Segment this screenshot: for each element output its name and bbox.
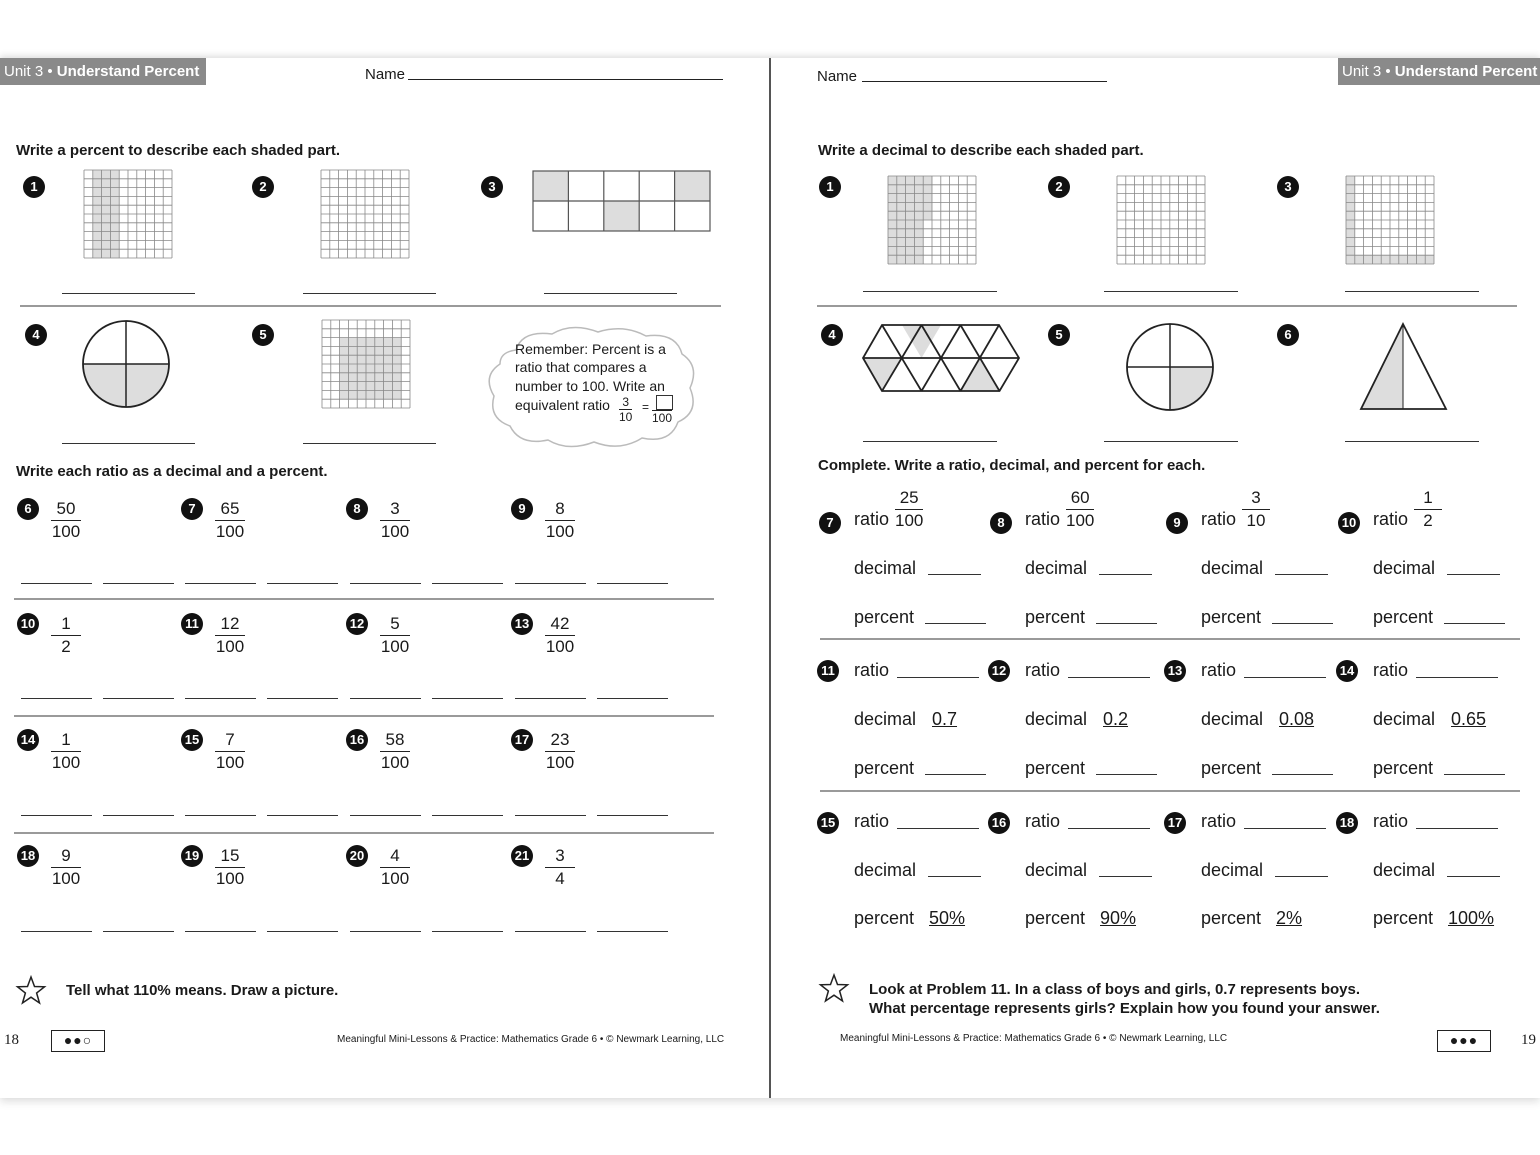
ratio-answer-line[interactable] xyxy=(1244,828,1326,829)
numerator: 1 xyxy=(51,729,81,752)
problem-number: 2 xyxy=(252,176,274,198)
numerator: 9 xyxy=(51,845,81,868)
hundred-grid-5 xyxy=(322,320,410,408)
denominator: 100 xyxy=(1066,511,1095,530)
answer-line[interactable] xyxy=(544,293,677,294)
right-heading-decimal: Write a decimal to describe each shaded part. xyxy=(818,142,1144,159)
denominator: 2 xyxy=(61,637,71,656)
percent-label: percent xyxy=(1373,758,1434,778)
ratio-label: ratio xyxy=(1373,811,1409,831)
ratio-fraction xyxy=(545,729,575,774)
percent-answer-line[interactable] xyxy=(597,931,668,932)
numerator: 3 xyxy=(545,845,575,868)
percent-label: percent xyxy=(1025,607,1086,627)
right-name-field[interactable] xyxy=(862,81,1107,82)
decimal-answer-line[interactable] xyxy=(1099,574,1152,575)
reminder-equals: = xyxy=(642,400,650,414)
decimal-answer-line[interactable] xyxy=(350,931,421,932)
percent-answer-line[interactable] xyxy=(103,931,174,932)
numerator: 5 xyxy=(380,613,410,636)
unit-title: Understand Percent xyxy=(56,63,200,80)
percent-answer-line[interactable] xyxy=(267,698,338,699)
numerator: 1 xyxy=(51,613,81,636)
percent-label: percent xyxy=(1201,908,1262,928)
denominator: 100 xyxy=(895,511,924,530)
section-divider xyxy=(14,598,714,600)
ratio-label: ratio xyxy=(1373,660,1409,680)
problem-number: 8 xyxy=(990,512,1012,534)
decimal-answer-line[interactable] xyxy=(1275,876,1328,877)
problem-number: 17 xyxy=(511,729,533,751)
ratio-answer-line[interactable] xyxy=(897,828,979,829)
percent-answer-line[interactable] xyxy=(1444,623,1505,624)
ratio-fraction xyxy=(51,729,81,774)
problem-number: 11 xyxy=(181,613,203,635)
unit-prefix: Unit 3 • xyxy=(4,63,57,80)
answer-line[interactable] xyxy=(1345,291,1479,292)
numerator: 4 xyxy=(380,845,410,868)
problem-number: 15 xyxy=(817,812,839,834)
percent-answer-line[interactable] xyxy=(925,774,986,775)
left-name-label: Name xyxy=(365,66,406,83)
decimal-label: decimal xyxy=(1373,860,1436,880)
denominator: 100 xyxy=(51,869,81,888)
problem-number: 5 xyxy=(1048,324,1070,346)
unit-prefix: Unit 3 • xyxy=(1342,63,1395,80)
problem-number: 19 xyxy=(181,845,203,867)
right-name-label: Name xyxy=(817,68,858,85)
problem-number: 10 xyxy=(1338,512,1360,534)
denominator: 100 xyxy=(51,522,81,541)
denominator: 100 xyxy=(215,522,245,541)
reminder-line: ratio that compares a xyxy=(515,359,647,375)
problem-number: 4 xyxy=(821,324,843,346)
decimal-answer-line[interactable] xyxy=(1099,876,1152,877)
ratio-label: ratio xyxy=(1373,509,1409,529)
numerator: 50 xyxy=(51,498,81,521)
ten-grid-rectangle xyxy=(533,171,710,231)
ratio-fraction xyxy=(51,613,81,658)
ratio-label: ratio xyxy=(1025,660,1061,680)
reminder-line: Remember: Percent is a xyxy=(515,341,666,357)
star-icon xyxy=(16,976,46,1004)
percent-answer-line[interactable] xyxy=(267,583,338,584)
problem-number: 18 xyxy=(17,845,39,867)
numerator: 23 xyxy=(545,729,575,752)
section-divider xyxy=(14,832,714,834)
decimal-answer-line[interactable] xyxy=(21,815,92,816)
percent-answer-line[interactable] xyxy=(267,815,338,816)
ratio-answer-line[interactable] xyxy=(897,677,979,678)
problem-number: 11 xyxy=(817,660,839,682)
ratio-fraction xyxy=(215,729,245,774)
percent-answer-line[interactable] xyxy=(925,623,986,624)
problem-number: 17 xyxy=(1164,812,1186,834)
left-star-question: Tell what 110% means. Draw a picture. xyxy=(66,982,339,999)
percent-answer-line[interactable] xyxy=(1444,774,1505,775)
hundred-grid-1 xyxy=(888,176,976,264)
left-level-indicator: ●●○ xyxy=(51,1030,105,1052)
percent-value: 2% xyxy=(1276,908,1303,928)
ratio-answer-line[interactable] xyxy=(1416,677,1498,678)
reminder-line: equivalent ratio xyxy=(515,397,610,413)
decimal-answer-line[interactable] xyxy=(515,583,586,584)
page-gutter xyxy=(769,58,771,1098)
answer-line[interactable] xyxy=(62,443,195,444)
answer-line[interactable] xyxy=(62,293,195,294)
ratio-label: ratio xyxy=(854,660,890,680)
percent-value: 50% xyxy=(929,908,966,928)
reminder-line: number to 100. Write an xyxy=(515,378,665,394)
denominator: 100 xyxy=(545,753,575,772)
ratio-fraction xyxy=(1066,487,1094,532)
denominator: 100 xyxy=(215,753,245,772)
split-triangle xyxy=(1360,323,1448,411)
percent-label: percent xyxy=(1373,908,1434,928)
answer-line[interactable] xyxy=(863,291,997,292)
ratio-label: ratio xyxy=(854,811,890,831)
right-star-question-line2: What percentage represents girls? Explain how you found your answer. xyxy=(869,1000,1380,1017)
decimal-answer-line[interactable] xyxy=(928,574,981,575)
decimal-answer-line[interactable] xyxy=(185,815,256,816)
percent-answer-line[interactable] xyxy=(103,583,174,584)
star-icon xyxy=(819,974,849,1002)
reminder-denominator: 100 xyxy=(652,411,673,425)
problem-number: 15 xyxy=(181,729,203,751)
problem-number: 1 xyxy=(23,176,45,198)
answer-line[interactable] xyxy=(1104,291,1238,292)
decimal-answer-line[interactable] xyxy=(21,583,92,584)
denominator: 100 xyxy=(380,522,410,541)
hundred-grid-2 xyxy=(1117,176,1205,264)
denominator: 100 xyxy=(51,753,81,772)
problem-number: 3 xyxy=(481,176,503,198)
percent-answer-line[interactable] xyxy=(267,931,338,932)
unit-title: Understand Percent xyxy=(1394,63,1538,80)
left-page-number: 18 xyxy=(4,1032,19,1048)
ratio-answer-line[interactable] xyxy=(1068,677,1150,678)
percent-answer-line[interactable] xyxy=(432,815,503,816)
decimal-label: decimal xyxy=(854,558,917,578)
decimal-answer-line[interactable] xyxy=(350,698,421,699)
problem-number: 12 xyxy=(988,660,1010,682)
decimal-label: decimal xyxy=(1201,558,1264,578)
section-divider xyxy=(817,305,1517,307)
numerator: 3 xyxy=(380,498,410,521)
decimal-label: decimal xyxy=(1201,709,1264,729)
decimal-answer-line[interactable] xyxy=(928,876,981,877)
denominator: 100 xyxy=(545,637,575,656)
answer-line[interactable] xyxy=(303,293,436,294)
ratio-fraction xyxy=(51,498,81,543)
percent-answer-line[interactable] xyxy=(1272,623,1333,624)
percent-answer-line[interactable] xyxy=(432,583,503,584)
left-heading-percent: Write a percent to describe each shaded part. xyxy=(16,142,340,159)
decimal-label: decimal xyxy=(1025,709,1088,729)
problem-number: 18 xyxy=(1336,812,1358,834)
numerator: 65 xyxy=(215,498,245,521)
problem-number: 20 xyxy=(346,845,368,867)
numerator: 25 xyxy=(895,487,923,510)
decimal-answer-line[interactable] xyxy=(1447,574,1500,575)
right-level-indicator: ●●● xyxy=(1437,1030,1491,1052)
section-divider xyxy=(14,715,714,717)
decimal-answer-line[interactable] xyxy=(21,931,92,932)
denominator: 100 xyxy=(215,869,245,888)
ratio-fraction xyxy=(215,498,245,543)
numerator: 12 xyxy=(215,613,245,636)
denominator: 2 xyxy=(1423,511,1433,530)
decimal-answer-line[interactable] xyxy=(21,698,92,699)
denominator: 100 xyxy=(215,637,245,656)
problem-number: 9 xyxy=(511,498,533,520)
numerator: 8 xyxy=(545,498,575,521)
reminder-fraction: $\frac{3}{10}$ xyxy=(619,395,633,424)
ratio-fraction xyxy=(380,729,410,774)
triangle-hexagon xyxy=(863,325,1019,391)
ratio-fraction xyxy=(895,487,923,532)
ratio-fraction xyxy=(380,845,410,890)
decimal-answer-line[interactable] xyxy=(185,698,256,699)
decimal-value: 0.7 xyxy=(932,709,958,729)
ratio-answer-line[interactable] xyxy=(1416,828,1498,829)
percent-label: percent xyxy=(854,908,915,928)
decimal-label: decimal xyxy=(854,709,917,729)
answer-line[interactable] xyxy=(1345,441,1479,442)
decimal-answer-line[interactable] xyxy=(185,583,256,584)
percent-label: percent xyxy=(1373,607,1434,627)
percent-label: percent xyxy=(1201,758,1262,778)
ratio-fraction xyxy=(215,613,245,658)
decimal-answer-line[interactable] xyxy=(515,931,586,932)
right-page-number: 19 xyxy=(1521,1032,1536,1048)
decimal-answer-line[interactable] xyxy=(350,815,421,816)
percent-answer-line[interactable] xyxy=(597,815,668,816)
problem-number: 3 xyxy=(1277,176,1299,198)
decimal-label: decimal xyxy=(1373,709,1436,729)
decimal-value: 0.2 xyxy=(1103,709,1129,729)
percent-answer-line[interactable] xyxy=(103,698,174,699)
percent-answer-line[interactable] xyxy=(103,815,174,816)
numerator: 3 xyxy=(1242,487,1270,510)
problem-number: 13 xyxy=(511,613,533,635)
problem-number: 10 xyxy=(17,613,39,635)
decimal-value: 0.08 xyxy=(1279,709,1315,729)
ratio-fraction xyxy=(1414,487,1442,532)
percent-answer-line[interactable] xyxy=(1096,623,1157,624)
denominator: 100 xyxy=(380,753,410,772)
denominator: 100 xyxy=(380,637,410,656)
ratio-fraction xyxy=(51,845,81,890)
denominator: 4 xyxy=(555,869,565,888)
left-footer: Meaningful Mini-Lessons & Practice: Mathematics Grade 6 • © Newmark Learning, LLC xyxy=(337,1034,725,1045)
decimal-label: decimal xyxy=(1201,860,1264,880)
reminder-blank-box xyxy=(656,395,673,410)
percent-answer-line[interactable] xyxy=(1272,774,1333,775)
answer-line[interactable] xyxy=(1104,441,1238,442)
percent-answer-line[interactable] xyxy=(597,583,668,584)
problem-number: 6 xyxy=(17,498,39,520)
numerator: 1 xyxy=(1414,487,1442,510)
problem-number: 13 xyxy=(1164,660,1186,682)
problem-number: 16 xyxy=(988,812,1010,834)
decimal-label: decimal xyxy=(854,860,917,880)
ratio-fraction xyxy=(380,613,410,658)
right-heading-complete: Complete. Write a ratio, decimal, and percent for each. xyxy=(818,457,1206,474)
problem-number: 9 xyxy=(1166,512,1188,534)
percent-value: 90% xyxy=(1100,908,1137,928)
percent-answer-line[interactable] xyxy=(1096,774,1157,775)
answer-line[interactable] xyxy=(863,441,997,442)
ratio-label: ratio xyxy=(854,509,890,529)
denominator: 10 xyxy=(1246,511,1266,530)
circle-quarters xyxy=(1126,323,1214,411)
ratio-answer-line[interactable] xyxy=(1068,828,1150,829)
ratio-fraction xyxy=(545,613,575,658)
numerator: 15 xyxy=(215,845,245,868)
ratio-fraction xyxy=(215,845,245,890)
ratio-label: ratio xyxy=(1025,811,1061,831)
denominator: 100 xyxy=(380,869,410,888)
ratio-label: ratio xyxy=(1201,660,1237,680)
numerator: 60 xyxy=(1066,487,1094,510)
problem-number: 7 xyxy=(181,498,203,520)
decimal-label: decimal xyxy=(1025,860,1088,880)
problem-number: 1 xyxy=(819,176,841,198)
decimal-value: 0.65 xyxy=(1451,709,1487,729)
percent-value: 100% xyxy=(1448,908,1495,928)
problem-number: 21 xyxy=(511,845,533,867)
problem-number: 2 xyxy=(1048,176,1070,198)
numerator: 7 xyxy=(215,729,245,752)
decimal-answer-line[interactable] xyxy=(515,815,586,816)
right-star-question-line1: Look at Problem 11. In a class of boys and girls, 0.7 represents boys. xyxy=(869,981,1361,998)
section-divider xyxy=(820,638,1520,640)
problem-number: 4 xyxy=(25,324,47,346)
section-divider xyxy=(820,790,1520,792)
left-heading-ratio: Write each ratio as a decimal and a percent. xyxy=(16,463,328,480)
problem-number: 6 xyxy=(1277,324,1299,346)
denominator: 100 xyxy=(545,522,575,541)
percent-answer-line[interactable] xyxy=(432,931,503,932)
problem-number: 14 xyxy=(1336,660,1358,682)
percent-label: percent xyxy=(854,758,915,778)
percent-label: percent xyxy=(1025,758,1086,778)
percent-label: percent xyxy=(1025,908,1086,928)
percent-answer-line[interactable] xyxy=(597,698,668,699)
problem-number: 8 xyxy=(346,498,368,520)
left-name-field[interactable] xyxy=(408,79,723,80)
circle-quarters xyxy=(82,320,170,408)
decimal-answer-line[interactable] xyxy=(515,698,586,699)
ratio-label: ratio xyxy=(1201,811,1237,831)
right-footer: Meaningful Mini-Lessons & Practice: Mathematics Grade 6 • © Newmark Learning, LLC xyxy=(840,1033,1228,1044)
problem-number: 5 xyxy=(252,324,274,346)
percent-label: percent xyxy=(1201,607,1262,627)
problem-number: 14 xyxy=(17,729,39,751)
ratio-fraction xyxy=(545,845,575,890)
ratio-answer-line[interactable] xyxy=(1244,677,1326,678)
hundred-grid-2 xyxy=(321,170,409,258)
hundred-grid-3 xyxy=(1346,176,1434,264)
decimal-answer-line[interactable] xyxy=(1447,876,1500,877)
ratio-label: ratio xyxy=(1201,509,1237,529)
ratio-label: ratio xyxy=(1025,509,1061,529)
problem-number: 12 xyxy=(346,613,368,635)
percent-answer-line[interactable] xyxy=(432,698,503,699)
right-unit-tab xyxy=(1338,58,1540,85)
percent-label: percent xyxy=(854,607,915,627)
ratio-fraction xyxy=(545,498,575,543)
answer-line[interactable] xyxy=(303,443,436,444)
decimal-answer-line[interactable] xyxy=(1275,574,1328,575)
problem-number: 16 xyxy=(346,729,368,751)
problem-number: 7 xyxy=(819,512,841,534)
numerator: 58 xyxy=(380,729,410,752)
decimal-answer-line[interactable] xyxy=(350,583,421,584)
ratio-fraction xyxy=(1242,487,1270,532)
numerator: 42 xyxy=(545,613,575,636)
decimal-label: decimal xyxy=(1373,558,1436,578)
decimal-label: decimal xyxy=(1025,558,1088,578)
ratio-fraction xyxy=(380,498,410,543)
left-unit-tab xyxy=(0,58,206,85)
decimal-answer-line[interactable] xyxy=(185,931,256,932)
hundred-grid-1 xyxy=(84,170,172,258)
section-divider xyxy=(20,305,721,307)
